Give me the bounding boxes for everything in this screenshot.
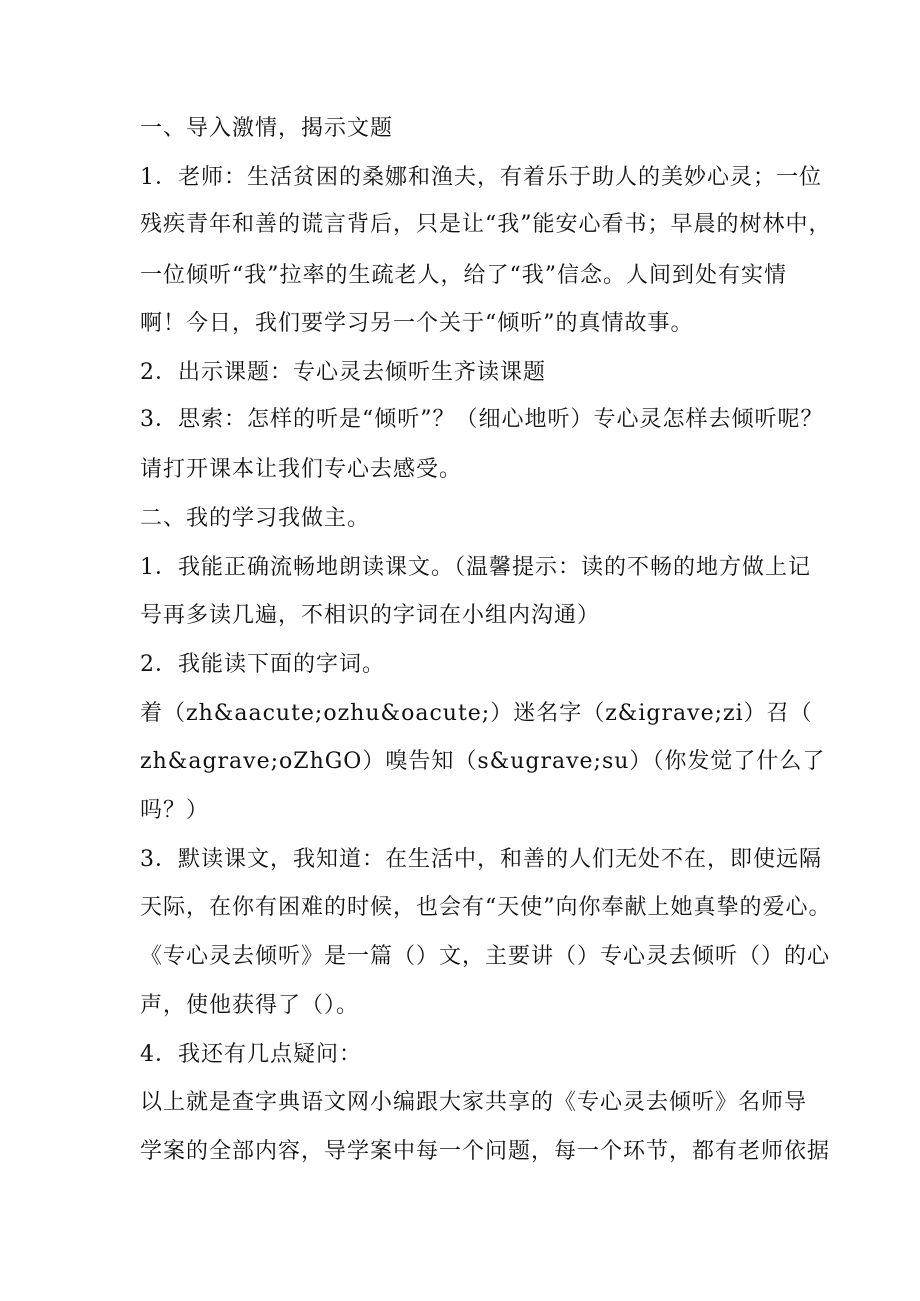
paragraph-line: 请打开课本让我们专心去感受。 (140, 457, 463, 482)
paragraph-line: 着（zh&aacute;ozhu&oacute;）迷名字（z&igrave;zi）召（ (140, 701, 813, 726)
paragraph-line: 3．默读课文，我知道：在生活中，和善的人们无处不在，即使远隔 (140, 847, 822, 872)
paragraph-line: 天际，在你有困难的时候，也会有“天使”向你奉献上她真挚的爱心。 (140, 895, 832, 920)
paragraph-line: 2．我能读下面的字词。 (140, 652, 385, 677)
paragraph-line: 以上就是查字典语文网小编跟大家共享的《专心灵去倾听》名师导 (140, 1090, 808, 1115)
paragraph-line: 4．我还有几点疑问： (140, 1042, 362, 1067)
paragraph-line: zh&agrave;oZhGO）嗅告知（s&ugrave;su）（你发觉了什么了 (140, 749, 826, 774)
paragraph-line: 1．我能正确流畅地朗读课文。（温馨提示：读的不畅的地方做上记 (140, 555, 811, 580)
section-heading-2: 二、我的学习我做主。 (140, 506, 371, 531)
paragraph-line: 号再多读几遍，不相识的字词在小组内沟通） (140, 603, 601, 628)
paragraph-line: 啊！今日，我们要学习另一个关于“倾听”的真情故事。 (140, 311, 694, 336)
paragraph-line: 声，使他获得了（）。 (140, 993, 360, 1018)
paragraph-line: 3．思索：怎样的听是“倾听”？（细心地听）专心灵怎样去倾听呢？ (140, 407, 824, 432)
paragraph-line: 2．出示课题：专心灵去倾听生齐读课题 (140, 360, 546, 385)
paragraph-line: 《专心灵去倾听》是一篇（）文，主要讲（）专心灵去倾听（）的心 (140, 944, 831, 969)
section-heading-1: 一、导入激情，揭示文题 (140, 116, 394, 141)
paragraph-line: 学案的全部内容，导学案中每一个问题，每一个环节，都有老师依据 (140, 1139, 831, 1164)
paragraph-line: 一位倾听“我”拉率的生疏老人，给了“我”信念。人间到处有实情 (140, 263, 787, 288)
paragraph-line: 1．老师：生活贫困的桑娜和渔夫，有着乐于助人的美妙心灵；一位 (140, 165, 822, 190)
paragraph-line: 残疾青年和善的谎言背后，只是让“我”能安心看书；早晨的树林中， (140, 212, 832, 237)
paragraph-line: 吗？） (140, 798, 210, 823)
